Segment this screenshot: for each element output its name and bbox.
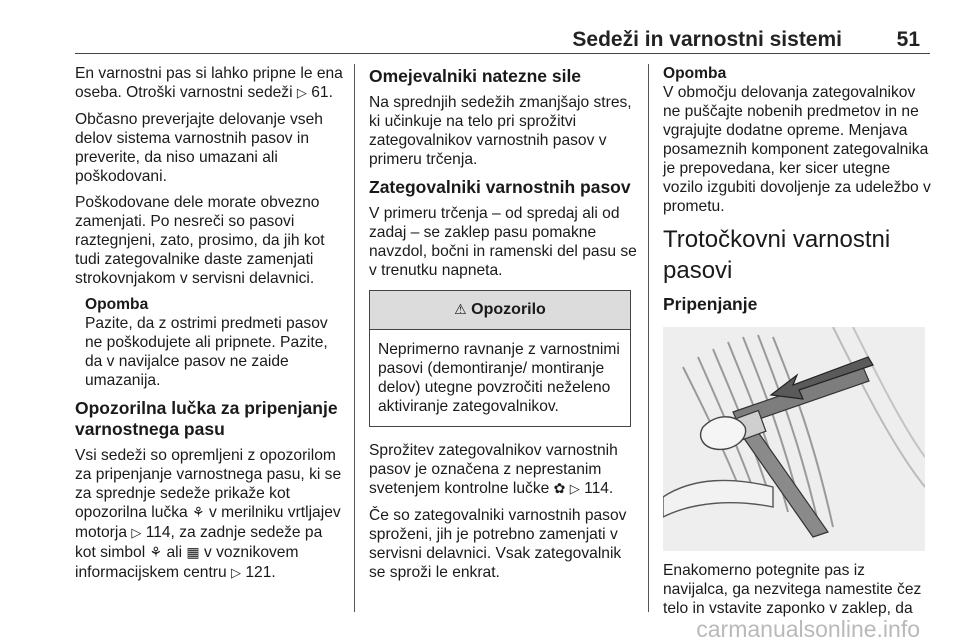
column-1 xyxy=(75,64,347,590)
heading-belt-pretensioners: Zategovalniki varnostnih pasov xyxy=(369,177,631,197)
note-text: Pazite, da z ostrimi predmeti pasov ne poškodujete ali pripnete. Pazite, da v navijalce pasov ne zaide umazanija. xyxy=(85,315,328,389)
paragraph-text: v voznikovem informacijskem centru xyxy=(75,544,299,581)
paragraph-text: En varnostni pas si lahko pripne le ena oseba. Otroški varnostni sedeži xyxy=(75,65,343,101)
warning-triangle-icon: ⚠ xyxy=(454,302,467,318)
figure-fastening-belt xyxy=(663,327,925,551)
note-block xyxy=(75,295,347,390)
airbag-control-light-icon: ✿ xyxy=(553,481,566,497)
column-3 xyxy=(663,64,933,625)
paragraph-check: Občasno preverjajte delovanje vseh delov sistema varnostnih pasov in preverite, da niso umazani ali poškodovani. xyxy=(75,111,323,185)
page-reference-icon: ▷ xyxy=(231,566,241,581)
warning-header xyxy=(370,291,630,330)
page-reference: 61. xyxy=(311,84,333,101)
note-block xyxy=(663,64,933,216)
paragraph-pretensioners: V primeru trčenja – od spredaj ali od zadaj – se zaklep pasu pomakne navzdol, bočni in ramenski del pasu se v trenutku napneta. xyxy=(369,205,637,279)
warning-text: Neprimerno ravnanje z varnostnimi pasovi (demontiranje/ montiranje delov) utegne povzročiti neželeno aktiviranje zategovalnikov. xyxy=(378,341,620,415)
paragraph-text: Vsi sedeži so opremljeni z opozorilom za pripenjanje varnostnega pasu, ki se za sprednje sedeže prikaže kot opozorilna lučka xyxy=(75,447,342,521)
note-text: V območju delovanja zategovalnikov ne puščajte nobenih predmetov in ne vgrajujte dodatne opreme. Menjava posameznih komponent zategovalnika je prepovedana, ker sicer utegne vozilo izgubiti dovoljenje za udeležbo v prometu. xyxy=(663,84,931,215)
page-reference: 114. xyxy=(584,480,614,497)
column-divider-1 xyxy=(354,64,355,612)
paragraph-replace: Poškodovane dele morate obvezno zamenjati. Po nesreči so pasovi raztegnjeni, zato, prosimo, da jih kot tudi zategovalnike daste zamenjati strokovnjakom v servisni delavnici. xyxy=(75,194,325,287)
warning-box xyxy=(369,290,631,427)
paragraph-deployment xyxy=(369,441,639,499)
seat-belt-symbol-icon: ⚘ xyxy=(149,545,163,561)
note-label: Opomba xyxy=(663,65,727,82)
warning-title: Opozorilo xyxy=(471,301,546,318)
watermark: carmanualsonline.info xyxy=(696,616,920,642)
paragraph-fastening: Enakomerno potegnite pas iz navijalca, ga nezvitega namestite čez telo in vstavite zaponko v zaklep, da xyxy=(663,562,922,617)
note-label: Opomba xyxy=(85,296,149,313)
heading-seat-belt-reminder: Opozorilna lučka za pripenjanje varnostnega pasu xyxy=(75,398,338,439)
column-2 xyxy=(369,64,639,589)
seat-belt-warning-icon: ⚘ xyxy=(192,505,205,521)
paragraph-replacement: Če so zategovalniki varnostnih pasov sproženi, jih je potrebno zamenjati v servisni delavnici. Vsak zategovalnik se sproži le enkrat. xyxy=(369,507,627,581)
page-number: 51 xyxy=(896,28,920,51)
heading-three-point-belts: Trotočkovni varnostni pasovi xyxy=(663,226,891,284)
paragraph-text: v merilniku vrtljajev motorja xyxy=(75,504,341,541)
page-reference: 121. xyxy=(245,564,276,581)
rear-seats-icon: ▦ xyxy=(186,545,200,561)
column-divider-2 xyxy=(648,64,649,612)
belt-illustration xyxy=(663,327,925,551)
heading-belt-force-limiters: Omejevalniki natezne sile xyxy=(369,66,582,86)
header-rule xyxy=(75,53,930,54)
paragraph-text: ali xyxy=(166,544,183,561)
page-reference-icon: ▷ xyxy=(131,526,142,541)
paragraph-one-person xyxy=(75,64,347,103)
page-header-title: Sedeži in varnostni sistemi xyxy=(572,28,842,51)
paragraph-text: 114, za zadnje sedeže pa kot simbol xyxy=(75,524,323,561)
heading-fastening: Pripenjanje xyxy=(663,294,758,314)
paragraph-limiters: Na sprednjih sedežih zmanjšajo stres, ki učinkuje na telo pri sprožitvi zategovalnikov varnostnih pasov v primeru trčenja. xyxy=(369,94,632,168)
paragraph-text: Sprožitev zategovalnikov varnostnih pasov je označena z neprestanim svetenjem kontrolne lučke xyxy=(369,442,618,497)
page-reference-icon: ▷ xyxy=(296,86,307,101)
page-reference-icon: ▷ xyxy=(569,482,580,497)
paragraph-reminder xyxy=(75,446,347,583)
